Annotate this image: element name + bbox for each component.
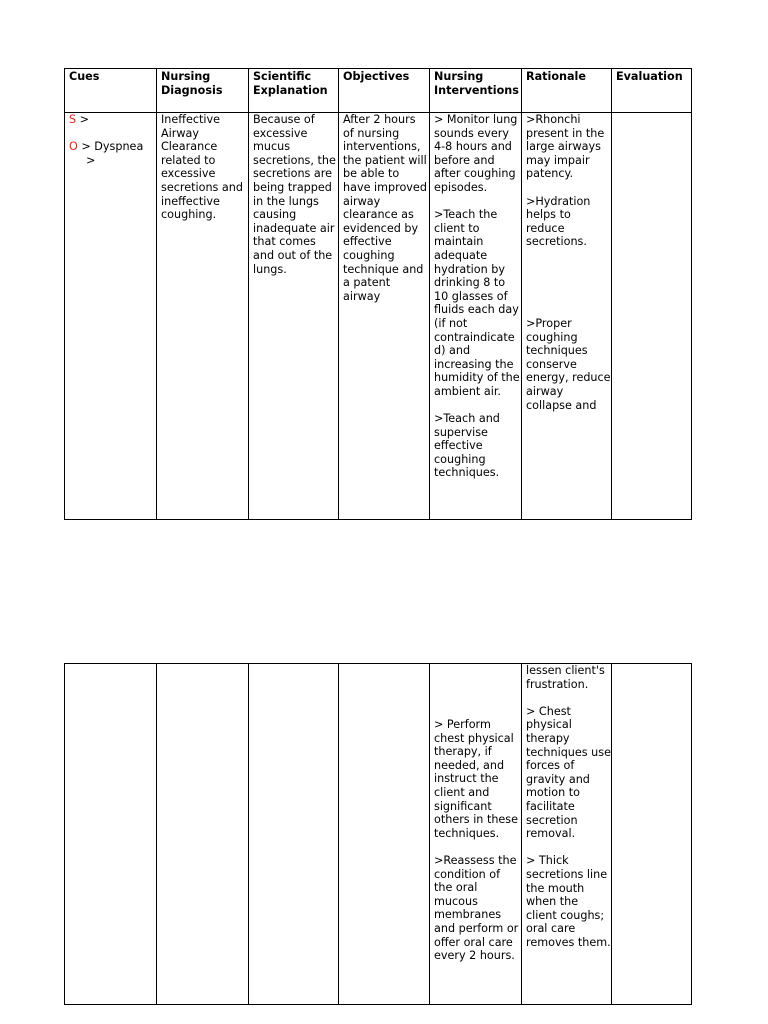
header-nursing-interventions: Nursing Interventions — [430, 69, 522, 113]
scientific-explanation-cell — [249, 664, 339, 1005]
objective-cue-continuation: > — [86, 153, 96, 167]
cues-cell — [65, 664, 157, 1005]
objective-cue — [69, 140, 156, 154]
care-plan-table-page-2 — [64, 663, 692, 1005]
rationale-item: > Thick secretions line the mouth when the client coughs; oral care removes them. — [526, 854, 611, 949]
intervention-item: >Reassess the condition of the oral mucous membranes and perform or offer oral care every 2 hours. — [434, 853, 519, 963]
care-plan-table-page-1 — [64, 68, 692, 520]
subjective-cue-text: > — [76, 113, 90, 126]
objective-marker: O — [69, 140, 78, 154]
intervention-item: > Monitor lung sounds every 4-8 hours and before and after coughing episodes. — [434, 113, 518, 194]
header-nursing-diagnosis: Nursing Diagnosis — [157, 69, 249, 113]
rationale-item: >Proper coughing techniques conserve energy, reduce airway collapse and — [526, 316, 611, 412]
rationale-cell — [522, 113, 612, 520]
header-evaluation: Evaluation — [612, 69, 692, 113]
rationale-cell — [522, 664, 612, 1005]
table-row — [65, 664, 692, 1005]
objectives-cell — [339, 664, 430, 1005]
scientific-explanation-cell: Because of excessive mucus secretions, the secretions are being trapped in the lungs causing inadequate air that comes and out of the lungs. — [249, 113, 339, 520]
table-header-row — [65, 69, 692, 113]
nursing-diagnosis-cell: Ineffective Airway Clearance related to excessive secretions and ineffective coughing. — [157, 113, 249, 520]
header-objectives: Objectives — [339, 69, 430, 113]
cues-cell — [65, 113, 157, 520]
nursing-interventions-cell — [430, 664, 522, 1005]
objective-cue-text: > Dyspnea — [77, 140, 144, 154]
header-cues: Cues — [65, 69, 157, 113]
rationale-item: >Hydration helps to reduce secretions. — [526, 194, 591, 249]
rationale-item: >Rhonchi present in the large airways may impair patency. — [526, 113, 605, 181]
intervention-item: >Teach the client to maintain adequate hydration by drinking 8 to 10 glasses of fluids each day (if not contraindicated) and increasing the humidity of the ambient air. — [434, 208, 520, 398]
intervention-item: >Teach and supervise effective coughing techniques. — [434, 412, 500, 480]
nursing-diagnosis-cell — [157, 664, 249, 1005]
evaluation-cell — [612, 664, 692, 1005]
rationale-item: > Chest physical therapy techniques use forces of gravity and motion to facilitate secretion removal. — [526, 704, 611, 841]
table-row — [65, 113, 692, 520]
header-scientific-explanation: Scientific Explanation — [249, 69, 339, 113]
rationale-item: lessen client's frustration. — [526, 664, 605, 691]
intervention-item: > Perform chest physical therapy, if needed, and instruct the client and significant others in these techniques. — [434, 718, 519, 840]
subjective-cue — [69, 113, 156, 127]
nursing-interventions-cell — [430, 113, 522, 520]
subjective-marker: S — [69, 113, 77, 126]
objectives-cell: After 2 hours of nursing interventions, the patient will be able to have improved airway clearance as evidenced by effective coughing technique and a patent airway — [339, 113, 430, 520]
evaluation-cell — [612, 113, 692, 520]
header-rationale: Rationale — [522, 69, 612, 113]
